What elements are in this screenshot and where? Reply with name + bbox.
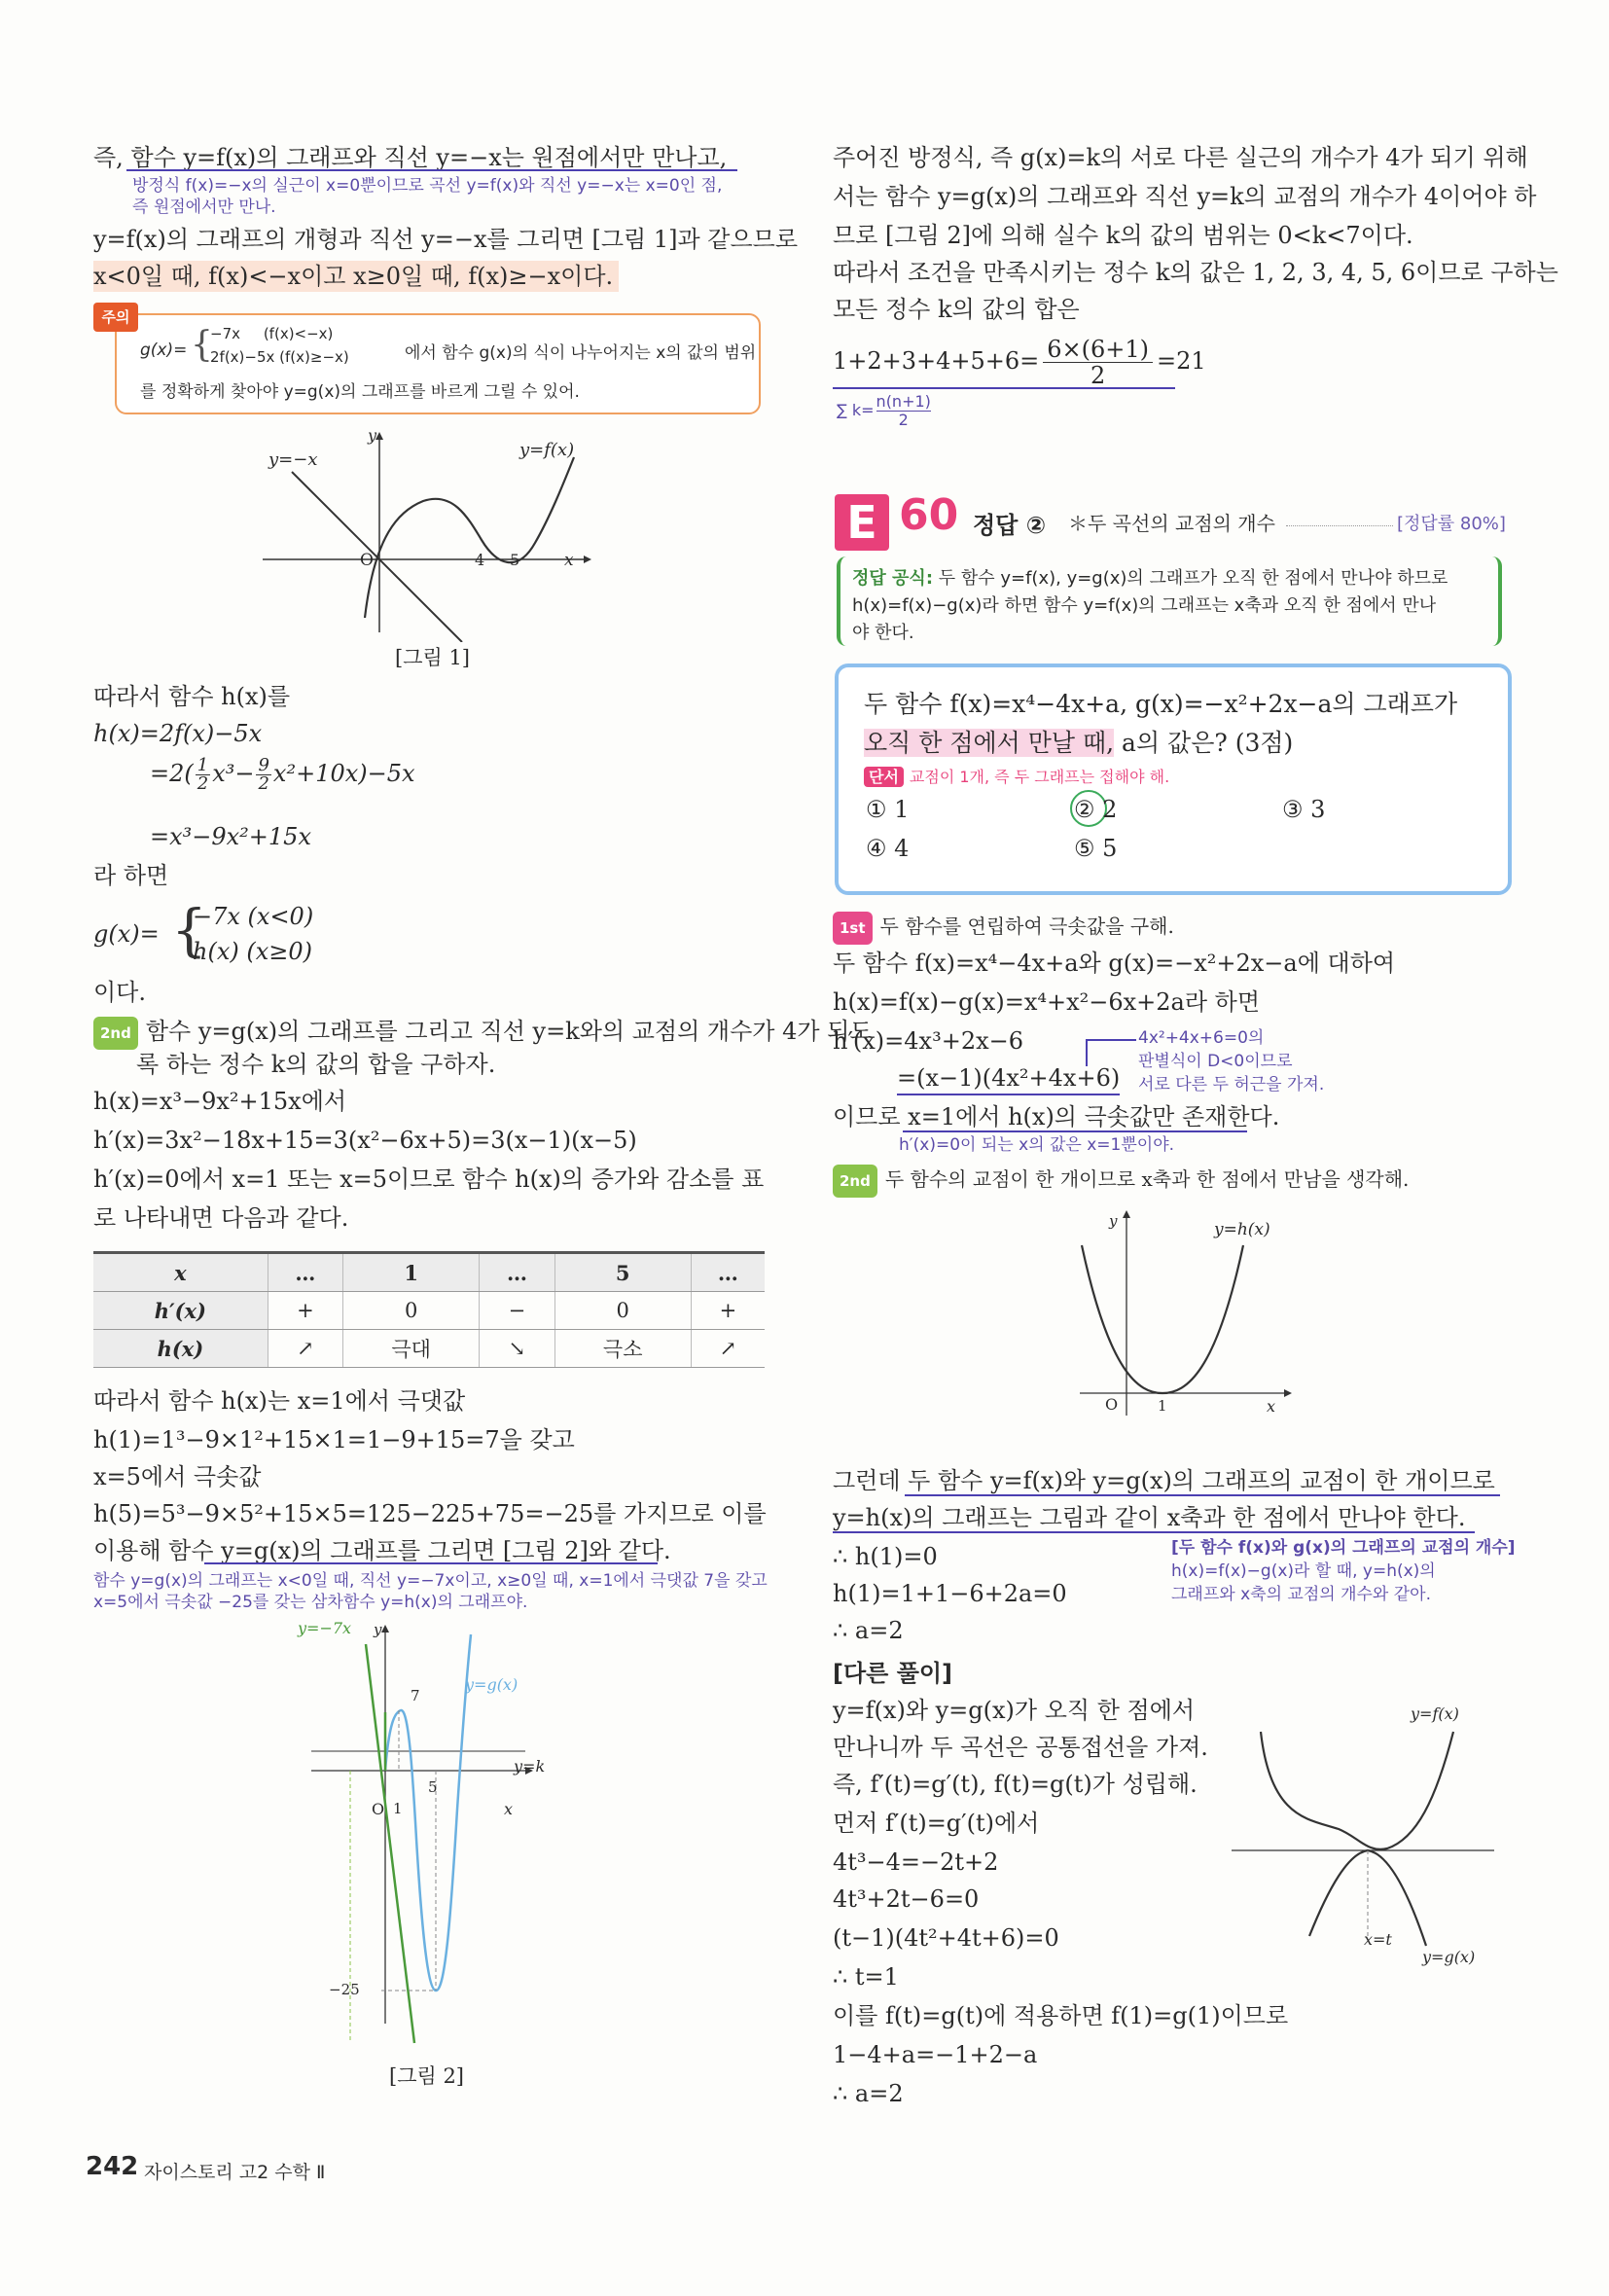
- right-s6: 그런데 두 함수 y=f(x)와 y=g(x)의 그래프의 교점이 한 개이므로: [833, 1467, 1495, 1494]
- left-line-19: 이용해 함수 y=g(x)의 그래프를 그리면 [그림 2]와 같다.: [93, 1537, 671, 1564]
- r6-frac-den: 2: [1091, 362, 1106, 389]
- right-line-3: 므로 [그림 2]에 의해 실수 k의 값의 범위는 0<k<7이다.: [833, 222, 1413, 249]
- fig1-label-neg-x: y=−x: [268, 449, 318, 470]
- hint-text: 교점이 1개, 즉 두 그래프는 접해야 해.: [909, 768, 1170, 786]
- topic-leader: [1286, 525, 1393, 526]
- l6-frac-1-num: 1: [197, 755, 209, 775]
- step2-left-text-b: 록 하는 정수 k의 값의 합을 구하자.: [136, 1051, 496, 1078]
- l6-part-a: =2(: [150, 760, 194, 787]
- table-cell: +: [268, 1292, 342, 1330]
- alt-line-8: ∴ t=1: [833, 1963, 899, 1991]
- step2-badge-left: 2nd: [93, 1017, 138, 1050]
- note-1a: 방정식 f(x)=−x의 실근이 x=0뿐이므로 곡선 y=f(x)와 직선 y=−x는 x=0인 점,: [132, 176, 723, 196]
- table-row: [93, 1253, 765, 1292]
- l6-frac-1: [196, 757, 210, 793]
- note-2b: x=5에서 극솟값 −25를 갖는 삼차함수 y=h(x)의 그래프야.: [93, 1593, 528, 1612]
- question-condition: 오직 한 점에서 만날 때,: [864, 729, 1115, 757]
- underline-19: [204, 1562, 658, 1564]
- caution-brace: {: [191, 325, 213, 365]
- table-row: [93, 1292, 765, 1330]
- table-cell: 5: [554, 1253, 691, 1292]
- caution-tag: 주의: [93, 303, 138, 332]
- note-1b: 즉 원점에서만 만나.: [132, 197, 276, 217]
- r6-frac: [1043, 337, 1153, 388]
- page-number: 242: [86, 2152, 139, 2181]
- table-cell: …: [480, 1253, 554, 1292]
- step2-right: [833, 1164, 1409, 1198]
- step1-right: [833, 911, 1174, 945]
- alt-line-2: 만나니까 두 곡선은 공통접선을 가져.: [833, 1734, 1208, 1761]
- step1-text: 두 함수를 연립하여 극솟값을 구해.: [879, 915, 1174, 938]
- underline-1: [126, 169, 737, 171]
- formula-text-1: 두 함수 y=f(x), y=g(x)의 그래프가 오직 한 점에서 만나야 하므로: [933, 568, 1448, 589]
- question-line-2: [864, 728, 1293, 759]
- fig3-x-arrow: [1284, 1389, 1292, 1397]
- fig3-y-arrow: [1123, 1210, 1130, 1218]
- left-line-3: x<0일 때, f(x)<−x이고 x≥0일 때, f(x)≥−x이다.: [93, 261, 619, 292]
- l6-frac-1-den: 2: [197, 773, 209, 794]
- fig1-label-fx: y=f(x): [519, 440, 575, 460]
- table-cell: −: [480, 1292, 554, 1330]
- underline-s5: [903, 1130, 1247, 1132]
- fig2-label-o: O: [372, 1800, 385, 1818]
- fig1-5: 5: [510, 551, 520, 569]
- alt-line-4: 먼저 f′(t)=g′(t)에서: [833, 1810, 1040, 1837]
- step2-left: [93, 1016, 873, 1050]
- right-s10: ∴ a=2: [833, 1617, 904, 1644]
- s-note-2: h(x)=f(x)−g(x)라 할 때, y=h(x)의: [1171, 1561, 1436, 1581]
- fig1-o: O: [360, 551, 374, 570]
- fig4-label-gx: y=g(x): [1422, 1948, 1476, 1966]
- l6-frac-2-den: 2: [258, 773, 269, 794]
- table-cell: h′(x): [93, 1292, 268, 1330]
- topic-label: ＊두 곡선의 교점의 개수: [1068, 512, 1275, 535]
- fig3-label-y: y: [1109, 1212, 1118, 1230]
- fig1-4: 4: [475, 551, 485, 569]
- alt-line-6: 4t³+2t−6=0: [833, 1885, 980, 1913]
- l6-part-c: x²+10x)−5x: [272, 760, 415, 787]
- left-line-6: [150, 757, 415, 793]
- variation-table: [93, 1251, 765, 1368]
- alt-line-5: 4t³−4=−2t+2: [833, 1848, 999, 1876]
- left-line-18: h(5)=5³−9×5²+15×5=125−225+75=−25를 가지므로 이를: [93, 1500, 767, 1527]
- caution-text-2: 를 정확하게 찾아야 y=g(x)의 그래프를 바르게 그릴 수 있어.: [140, 382, 580, 402]
- fig2-y-arrow: [381, 1625, 389, 1632]
- right-line-5: 모든 정수 k의 값의 합은: [833, 296, 1080, 323]
- l9-brace: {: [171, 897, 207, 963]
- fig2-label-neg-7x: y=−7x: [298, 1619, 352, 1637]
- question-ask: a의 값은? (3점): [1114, 729, 1294, 757]
- step2-right-text: 두 함수의 교점이 한 개이므로 x축과 한 점에서 만남을 생각해.: [884, 1167, 1410, 1191]
- note-2a: 함수 y=g(x)의 그래프는 x<0일 때, 직선 y=−7x이고, x≥0일 때, x=1에서 극댓값 7을 갖고: [93, 1571, 768, 1591]
- table-cell: 극대: [343, 1330, 480, 1368]
- fig2-label-m25: −25: [329, 1981, 360, 1998]
- s-note-1: [두 함수 f(x)와 g(x)의 그래프의 교점의 개수]: [1171, 1538, 1516, 1558]
- fig3-label-hx: y=h(x): [1214, 1220, 1270, 1239]
- right-line-1: 주어진 방정식, 즉 g(x)=k의 서로 다른 실근의 개수가 4가 되기 위해: [833, 144, 1528, 171]
- step1-badge: 1st: [833, 912, 873, 945]
- fig3-label-1: 1: [1158, 1397, 1167, 1415]
- right-line-2: 서는 함수 y=g(x)의 그래프와 직선 y=k의 교점의 개수가 4이어야 하: [833, 183, 1537, 210]
- right-s1: 두 함수 f(x)=x⁴−4x+a와 g(x)=−x²+2x−a에 대하여: [833, 950, 1396, 977]
- r6-note-den: 2: [898, 411, 909, 429]
- alt-line-9: 이를 f(t)=g(t)에 적용하면 f(1)=g(1)이므로: [833, 2002, 1289, 2029]
- choice-3[interactable]: ③ 3: [1282, 796, 1326, 823]
- right-s5: 이므로 x=1에서 h(x)의 극솟값만 존재한다.: [833, 1103, 1280, 1130]
- alt-line-7: (t−1)(4t²+4t+6)=0: [833, 1924, 1059, 1952]
- caution-case-2: 2f(x)−5x (f(x)≥−x): [210, 348, 349, 366]
- right-s9: h(1)=1+1−6+2a=0: [833, 1580, 1067, 1607]
- r6-note-sum: ∑ k=: [837, 401, 875, 419]
- r6-frac-num: 6×(6+1): [1043, 337, 1153, 363]
- left-line-9-g: g(x)=: [93, 920, 160, 948]
- table-cell: 1: [343, 1253, 480, 1292]
- left-line-1: 즉, 함수 y=f(x)의 그래프와 직선 y=−x는 원점에서만 만나고,: [93, 144, 728, 171]
- problem-number: 60: [899, 490, 959, 540]
- left-line-11: h(x)=x³−9x²+15x에서: [93, 1088, 347, 1115]
- formula-line-2: h(x)=f(x)−g(x)라 하면 함수 y=f(x)의 그래프는 x축과 오직 한 점에서 만나: [852, 595, 1437, 616]
- left-line-7: =x³−9x²+15x: [150, 823, 311, 850]
- s5-note: h′(x)=0이 되는 x의 값은 x=1뿐이야.: [899, 1135, 1175, 1155]
- r6-part-a: 1+2+3+4+5+6=: [833, 347, 1040, 375]
- fig1-x-arrow: [584, 556, 591, 563]
- alt-line-1: y=f(x)와 y=g(x)가 오직 한 점에서: [833, 1697, 1196, 1724]
- table-cell: 0: [554, 1292, 691, 1330]
- fig1-y-arrow: [375, 432, 383, 440]
- fig2-label-yk: y=k: [514, 1757, 546, 1776]
- table-cell: …: [268, 1253, 342, 1292]
- problem-category-badge: E: [835, 494, 889, 551]
- s-note-3: 그래프와 x축의 교점의 개수와 같아.: [1171, 1585, 1431, 1604]
- l6-part-b: x³−: [212, 760, 255, 787]
- left-line-9-a: −7x (x<0): [193, 903, 314, 930]
- book-title: 자이스토리 고2 수학 Ⅱ: [144, 2162, 326, 2183]
- table-cell: x: [93, 1253, 268, 1292]
- table-cell: ↗: [268, 1330, 342, 1368]
- question-line-1: 두 함수 f(x)=x⁴−4x+a, g(x)=−x²+2x−a의 그래프가: [864, 690, 1458, 718]
- fig2-label-1: 1: [393, 1800, 403, 1817]
- underline-s7: [833, 1531, 1475, 1533]
- table-cell: ↘: [480, 1330, 554, 1368]
- table-cell: …: [691, 1253, 765, 1292]
- left-line-14: 로 나타내면 다음과 같다.: [93, 1204, 349, 1232]
- right-s3: h′(x)=4x³+2x−6: [833, 1027, 1023, 1055]
- fig2-label-5: 5: [428, 1778, 438, 1796]
- answer-label: 정답 ②: [973, 512, 1047, 539]
- right-s2: h(x)=f(x)−g(x)=x⁴+x²−6x+2a라 하면: [833, 988, 1261, 1016]
- fig3-label-x: x: [1267, 1397, 1276, 1416]
- alt-line-11: ∴ a=2: [833, 2080, 904, 2107]
- left-line-17: x=5에서 극솟값: [93, 1463, 262, 1490]
- fig3-label-o: O: [1105, 1395, 1119, 1414]
- l6-frac-2: [256, 757, 270, 793]
- formula-label: 정답 공식:: [852, 568, 934, 589]
- formula-line-1: [852, 564, 1448, 590]
- r6-note-frac: [876, 393, 931, 429]
- left-line-8: 라 하면: [93, 862, 169, 889]
- s3-note-2: 판별식이 D<0이므로: [1138, 1052, 1293, 1071]
- left-line-9-b: h(x) (x≥0): [193, 938, 312, 965]
- right-line-4: 따라서 조건을 만족시키는 정수 k의 값은 1, 2, 3, 4, 5, 6이므로 구하는: [833, 259, 1558, 286]
- fig3-curve-hx: [1082, 1245, 1243, 1393]
- hint-line: [864, 765, 1169, 787]
- alt-line-3: 즉, f′(t)=g′(t), f(t)=g(t)가 성립해.: [833, 1771, 1198, 1798]
- fig2-label-x: x: [504, 1800, 514, 1818]
- fig1-curve-fx: [365, 457, 574, 618]
- table-cell: +: [691, 1292, 765, 1330]
- table-cell: 극소: [554, 1330, 691, 1368]
- fig2-label-y: y: [374, 1621, 382, 1638]
- left-line-12: h′(x)=3x²−18x+15=3(x²−6x+5)=3(x−1)(x−5): [93, 1127, 637, 1154]
- left-line-5: h(x)=2f(x)−5x: [93, 720, 263, 747]
- right-s4: =(x−1)(4x²+4x+6): [897, 1062, 1120, 1095]
- s3-note-3: 서로 다른 두 허근을 가져.: [1138, 1075, 1325, 1094]
- step2-left-text-a: 함수 y=g(x)의 그래프를 그리고 직선 y=k와의 교점의 개수가 4가 되도: [145, 1018, 873, 1045]
- l6-frac-2-num: 9: [258, 755, 269, 775]
- fig2-caption: [그림 2]: [389, 2064, 464, 2088]
- alt-solution-title: [다른 풀이]: [833, 1660, 953, 1687]
- caution-text-1: 에서 함수 g(x)의 식이 나누어지는 x의 값의 범위: [405, 343, 757, 363]
- left-line-4: 따라서 함수 h(x)를: [93, 683, 291, 710]
- left-line-15: 따라서 함수 h(x)는 x=1에서 극댓값: [93, 1387, 466, 1415]
- fig4-label-xt: x=t: [1364, 1930, 1392, 1949]
- r6-part-b: =21: [1157, 347, 1206, 375]
- left-line-13: h′(x)=0에서 x=1 또는 x=5이므로 함수 h(x)의 증가와 감소를 표: [93, 1166, 765, 1193]
- choice-2[interactable]: ② 2: [1074, 796, 1118, 823]
- fig1-y: y: [368, 426, 377, 445]
- table-cell: ↗: [691, 1330, 765, 1368]
- fig2-label-gx: y=g(x): [465, 1675, 518, 1694]
- rate-label: [정답률 80%]: [1397, 514, 1506, 534]
- choice-5[interactable]: ⑤ 5: [1074, 835, 1118, 862]
- table-cell: h(x): [93, 1330, 268, 1368]
- s3-note-1: 4x²+4x+6=0의: [1138, 1028, 1265, 1048]
- fig1-caption: [그림 1]: [395, 646, 470, 669]
- caution-g: g(x)=: [140, 341, 188, 360]
- alt-line-10: 1−4+a=−1+2−a: [833, 2041, 1038, 2068]
- r6-note-num: n(n+1): [876, 392, 931, 411]
- caution-case-1: −7x (f(x)<−x): [210, 325, 334, 342]
- fig2-line-neg-7x: [366, 1644, 414, 2043]
- left-line-16: h(1)=1³−9×1²+15×1=1−9+15=7을 갖고: [93, 1426, 575, 1453]
- fig4-curve-fx: [1261, 1732, 1453, 1849]
- r6-note: [837, 393, 931, 429]
- fig1-x: x: [564, 551, 574, 570]
- table-cell: 0: [343, 1292, 480, 1330]
- hint-tag: 단서: [864, 767, 904, 787]
- table-row: [93, 1330, 765, 1368]
- choice-1[interactable]: ① 1: [866, 796, 910, 823]
- fig2-label-7: 7: [411, 1687, 420, 1704]
- step2-badge-right: 2nd: [833, 1165, 877, 1198]
- fig4-label-fx: y=f(x): [1411, 1704, 1459, 1723]
- underline-s6: [905, 1494, 1500, 1496]
- left-line-2: y=f(x)의 그래프의 개형과 직선 y=−x를 그리면 [그림 1]과 같으므로: [93, 226, 799, 253]
- underline-r6: [833, 387, 1175, 389]
- left-line-10: 이다.: [93, 979, 146, 1006]
- right-s8: ∴ h(1)=0: [833, 1543, 938, 1570]
- formula-line-3: 야 한다.: [852, 623, 914, 643]
- right-s7: y=h(x)의 그래프는 그림과 같이 x축과 한 점에서 만나야 한다.: [833, 1504, 1466, 1531]
- choice-4[interactable]: ④ 4: [866, 835, 910, 862]
- right-line-6: [833, 337, 1206, 388]
